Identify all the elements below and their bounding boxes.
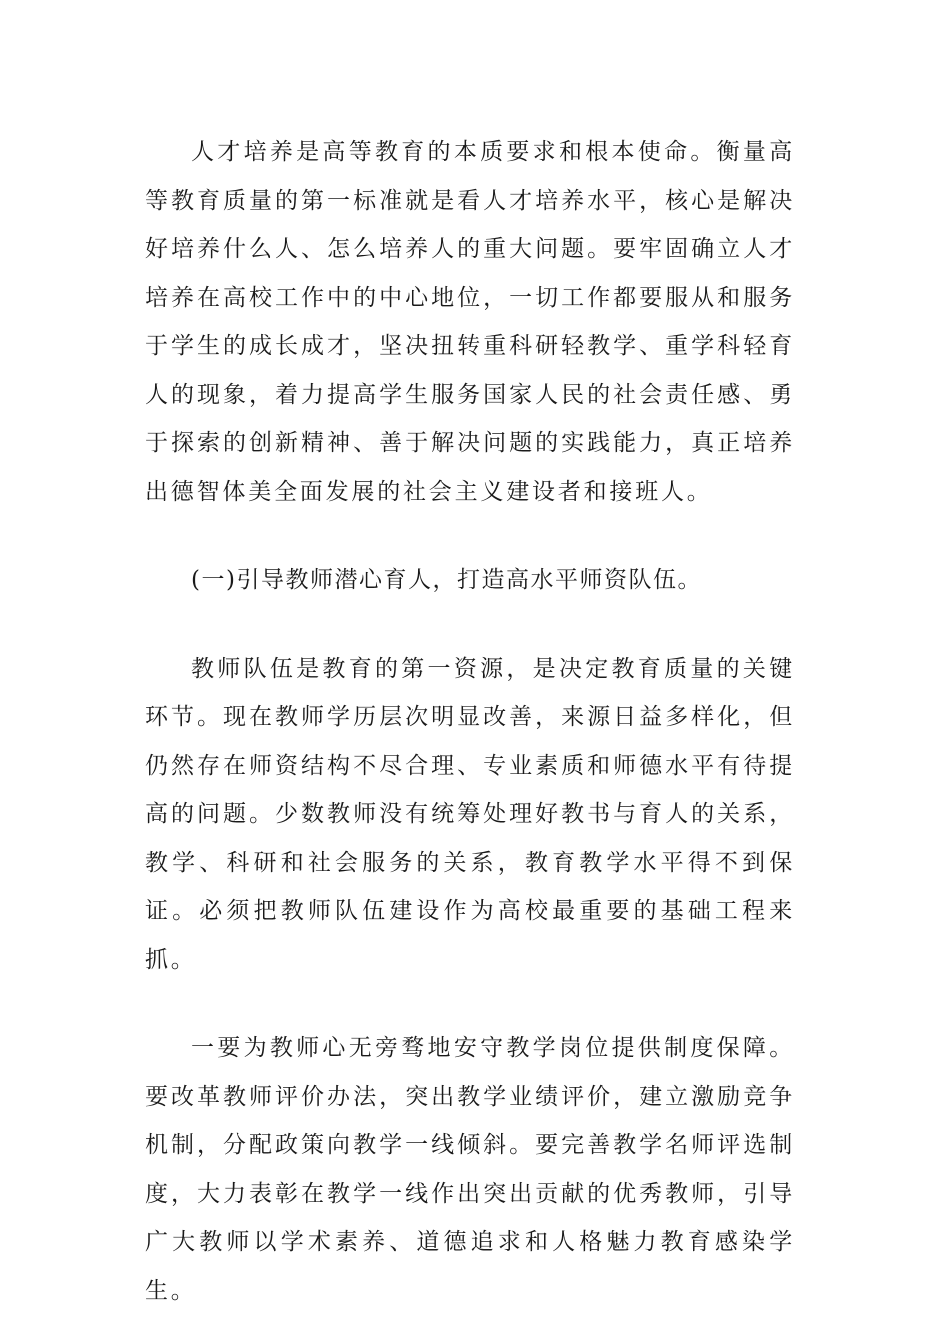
paragraph-teacher-team: 教师队伍是教育的第一资源，是决定教育质量的关键环节。现在教师学历层次明显改善，来源日益多样化，但仍然存在师资结构不尽合理、专业素质和师德水平有待提高的问题。少数教师没有统筹处理好教书与育人的关系，教学、科研和社会服务的关系，教育教学水平得不到保证。必须把教师队伍建设作为高校最重要的基础工程来抓。 [145, 655, 795, 973]
paragraph-talent-cultivation: 人才培养是高等教育的本质要求和根本使命。衡量高等教育质量的第一标准就是看人才培养水平，核心是解决好培养什么人、怎么培养人的重大问题。要牢固确立人才培养在高校工作中的中心地位，一切工作都要服从和服务于学生的成长成才，坚决扭转重科研轻教学、重学科轻育人的现象，着力提高学生服务国家人民的社会责任感、勇于探索的创新精神、善于解决问题的实践能力，真正培养出德智体美全面发展的社会主义建设者和接班人。 [145, 139, 795, 505]
document-body [145, 128, 795, 1315]
section-heading-teachers: (一)引导教师潜心育人，打造高水平师资队伍。 [191, 567, 702, 593]
paragraph-institutional-guarantee: 一要为教师心无旁骛地安守教学岗位提供制度保障。要改革教师评价办法，突出教学业绩评价，建立激励竞争机制，分配政策向教学一线倾斜。要完善教学名师评选制度，大力表彰在教学一线作出突出贡献的优秀教师，引导广大教师以学术素养、道德追求和人格魅力教育感染学生。 [145, 1035, 795, 1304]
